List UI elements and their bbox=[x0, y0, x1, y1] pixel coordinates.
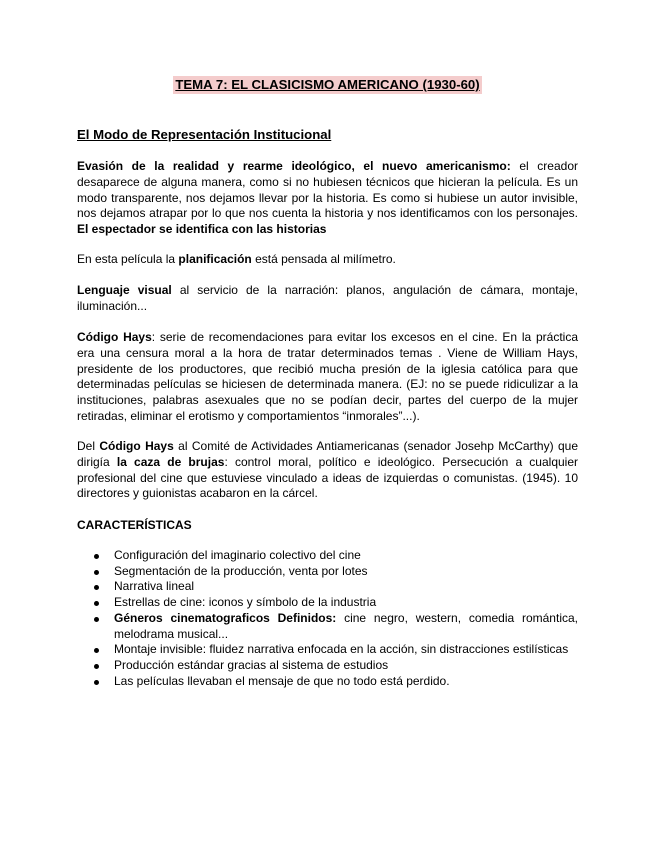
bullet-icon bbox=[94, 601, 99, 606]
paragraph-evasion-bold-lead: Evasión de la realidad y rearme ideológico, el nuevo americanismo: bbox=[77, 159, 511, 173]
list-item-text: Producción estándar gracias al sistema de estudios bbox=[114, 657, 389, 672]
list-item-text: Narrativa lineal bbox=[114, 579, 195, 594]
paragraph-evasion bbox=[77, 159, 578, 238]
paragraph-caza-bold-2: la caza de brujas bbox=[116, 454, 225, 469]
paragraph-lenguaje-visual-bold: Lenguaje visual bbox=[77, 283, 172, 297]
section-heading: El Modo de Representación Institucional bbox=[77, 127, 332, 142]
bullet-icon bbox=[94, 570, 99, 575]
characteristics-heading: CARACTERÍSTICAS bbox=[77, 518, 192, 532]
paragraph-caza-text-3: : control moral, político e ideológico. Persecución a cualquier profesional del cine que estuviese vinculado a ideas de izquierdas o comunistas. (1945). 10 directores y guionistas acabaron en la cárcel. bbox=[77, 454, 578, 501]
paragraph-codigo-hays-bold: Código Hays bbox=[77, 330, 152, 344]
list-item bbox=[77, 595, 578, 611]
paragraph-planificacion-text-end: está pensada al milímetro. bbox=[251, 252, 396, 266]
list-item bbox=[77, 548, 578, 564]
bullet-icon bbox=[94, 617, 99, 622]
list-item-text: cine negro, western, comedia romántica, melodrama musical... bbox=[114, 610, 578, 641]
bullet-icon bbox=[94, 648, 99, 653]
paragraph-planificacion bbox=[77, 252, 578, 268]
list-item bbox=[77, 579, 578, 595]
list-item-text: Configuración del imaginario colectivo del cine bbox=[114, 548, 361, 562]
bullet-icon bbox=[94, 680, 99, 685]
list-item bbox=[77, 564, 578, 580]
characteristics-list bbox=[77, 548, 578, 689]
paragraph-evasion-text: el creador desaparece de alguna manera, como si no hubiesen técnicos que hicieran la película. Es un modo transparente, nos dejamos llevar por la historia. Es como si hubiese un autor invisible, nos dejamos atrapar por lo que nos cuenta la historia y nos identificamos con los personajes. bbox=[77, 159, 578, 221]
paragraph-caza-text-1: Del bbox=[77, 439, 100, 453]
page-title: TEMA 7: EL CLASICISMO AMERICANO (1930-60) bbox=[175, 77, 480, 92]
paragraph-lenguaje-visual-text: al servicio de la narración: planos, angulación de cámara, montaje, iluminación... bbox=[77, 283, 578, 313]
bullet-icon bbox=[94, 554, 99, 559]
bullet-icon bbox=[94, 585, 99, 590]
title-container bbox=[0, 76, 655, 94]
paragraph-caza-bold-1: Código Hays bbox=[99, 439, 174, 453]
list-item-text: Las películas llevaban el mensaje de que no todo está perdido. bbox=[114, 673, 450, 688]
paragraph-caza-de-brujas bbox=[77, 439, 578, 502]
list-item-bold: Géneros cinematograficos Definidos: bbox=[114, 610, 337, 625]
paragraph-planificacion-text-start: En esta película la bbox=[77, 252, 179, 266]
list-item bbox=[77, 674, 578, 690]
paragraph-planificacion-bold: planificación bbox=[178, 252, 252, 266]
list-item-text: Segmentación de la producción, venta por lotes bbox=[114, 563, 368, 578]
paragraph-codigo-hays-text: : serie de recomendaciones para evitar los excesos en el cine. En la práctica era una censura moral a la hora de tratar determinados temas . Viene de William Hays, presidente de los productores, que recibió mucha presión de la iglesia católica para que determinadas películas se hiciesen de determinada manera. (EJ: no se puede ridiculizar a la instituciones, palabras asexuales que no se podían decir, partes del cuerpo de la mujer retiradas, eliminar el erotismo y comportamientos “inmorales”...). bbox=[77, 330, 578, 423]
list-item bbox=[77, 642, 578, 658]
bullet-icon bbox=[94, 664, 99, 669]
paragraph-caza-text-2: al Comité de Actividades Antiamericanas (senador Josehp McCarthy) que dirigía bbox=[77, 439, 579, 469]
paragraph-evasion-bold-end: El espectador se identifica con las historias bbox=[77, 222, 327, 237]
paragraph-lenguaje-visual bbox=[77, 283, 578, 315]
list-item-text: Estrellas de cine: iconos y símbolo de la industria bbox=[114, 595, 377, 610]
paragraph-codigo-hays bbox=[77, 330, 578, 425]
list-item bbox=[77, 611, 578, 642]
list-item-text: Montaje invisible: fluidez narrativa enfocada en la acción, sin distracciones estilísticas bbox=[114, 642, 569, 657]
list-item bbox=[77, 658, 578, 674]
